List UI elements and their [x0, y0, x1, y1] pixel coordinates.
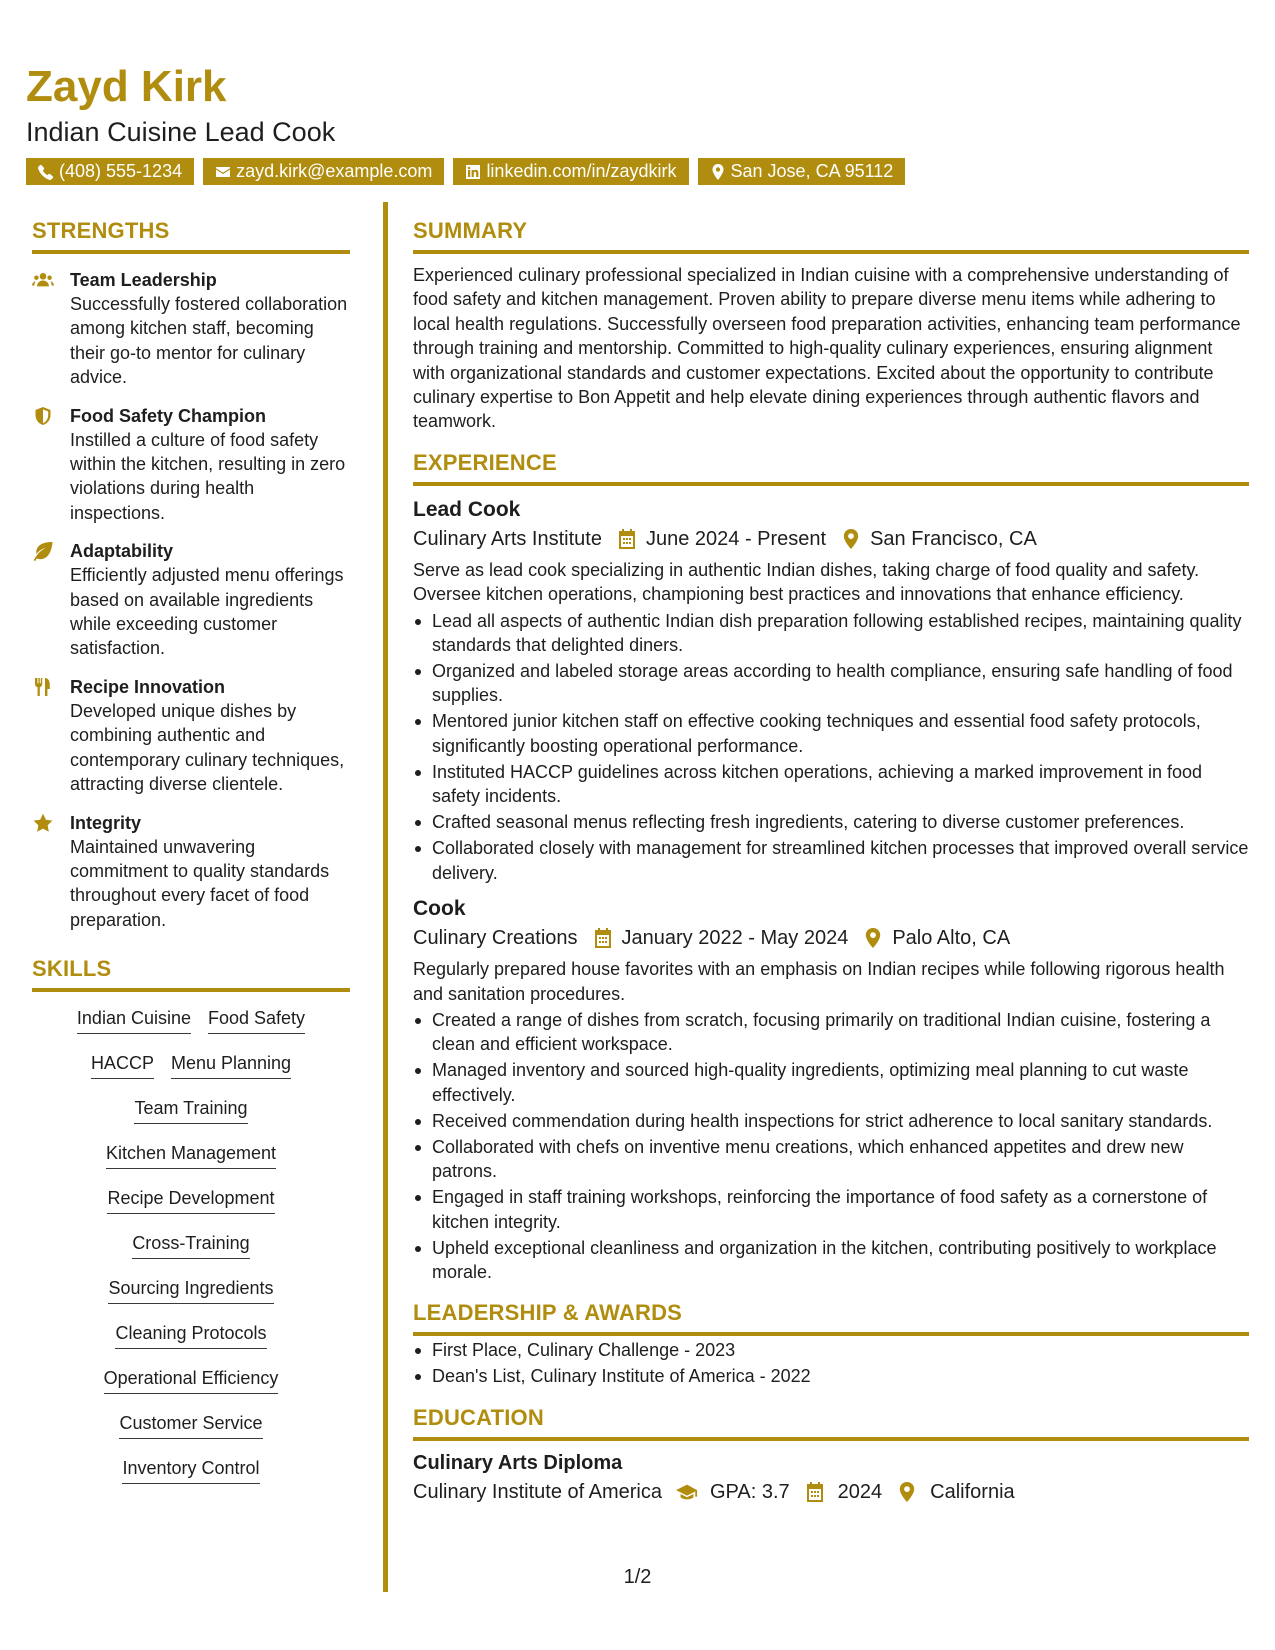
map-pin-icon	[842, 529, 860, 549]
strength-title: Food Safety Champion	[70, 405, 267, 426]
job-title: Cook	[413, 897, 466, 921]
phone-icon	[38, 164, 54, 180]
skill-tag: Food Safety	[208, 1004, 305, 1034]
contact-linkedin-text: linkedin.com/in/zaydkirk	[486, 161, 677, 181]
contact-location-text: San Jose, CA 95112	[730, 161, 894, 181]
awards-list	[413, 1338, 1249, 1388]
calendar-icon	[594, 928, 612, 948]
page-indicator: 1/2	[623, 1566, 652, 1588]
list-item: Collaborated closely with management for streamlined kitchen processes that improved overall service delivery.	[413, 836, 1249, 885]
left-column	[32, 218, 350, 1499]
star-icon	[32, 813, 54, 833]
contact-phone-text: (408) 555-1234	[59, 161, 183, 181]
location-pin-icon	[710, 164, 726, 180]
contact-linkedin[interactable]	[453, 158, 688, 185]
strength-item	[32, 404, 350, 526]
education-school: Culinary Institute of America	[413, 1480, 662, 1503]
resume-header	[26, 62, 1249, 185]
list-item: Crafted seasonal menus reflecting fresh ingredients, catering to diverse customer preferences.	[413, 810, 1249, 834]
linkedin-icon	[465, 164, 481, 180]
job-dates: January 2022 - May 2024	[621, 927, 849, 950]
contact-email[interactable]	[203, 158, 444, 185]
leaf-icon	[32, 541, 54, 561]
list-item: Upheld exceptional cleanliness and organization in the kitchen, contributing positively to workplace morale.	[413, 1236, 1249, 1285]
job-meta	[413, 524, 1249, 554]
job-title: Lead Cook	[413, 497, 521, 521]
contact-bar	[26, 158, 1249, 185]
map-pin-icon	[864, 928, 882, 948]
skill-tag: Indian Cuisine	[77, 1004, 191, 1034]
skill-tag: Cleaning Protocols	[115, 1319, 266, 1349]
candidate-name: Zayd Kirk	[26, 62, 227, 111]
job-bullets	[413, 609, 1249, 885]
job-meta	[413, 923, 1249, 953]
right-column	[413, 218, 1249, 1507]
skills-list	[32, 1004, 350, 1499]
skill-tag: Menu Planning	[171, 1049, 291, 1079]
strength-desc: Developed unique dishes by combining authentic and contemporary culinary techniques, attracting diverse clientele.	[70, 700, 345, 795]
envelope-icon	[215, 164, 231, 180]
strength-title: Recipe Innovation	[70, 676, 226, 697]
strength-title: Integrity	[70, 812, 142, 833]
skill-tag: Operational Efficiency	[104, 1364, 279, 1394]
utensils-icon	[32, 677, 54, 697]
experience-heading: EXPERIENCE	[413, 450, 1249, 486]
graduation-cap-icon	[676, 1482, 698, 1502]
strength-item	[32, 675, 350, 797]
education-heading: EDUCATION	[413, 1405, 1249, 1441]
list-item: Received commendation during health inspections for strict adherence to local sanitary standards.	[413, 1109, 1249, 1133]
skill-tag: Team Training	[134, 1094, 247, 1124]
list-item: Created a range of dishes from scratch, focusing primarily on traditional Indian cuisine, fostering a clean and efficient workspace.	[413, 1008, 1249, 1057]
contact-email-text: zayd.kirk@example.com	[236, 161, 433, 181]
strength-item	[32, 811, 350, 933]
list-item: Lead all aspects of authentic Indian dish preparation following established recipes, maintaining quality standards that delighted diners.	[413, 609, 1249, 658]
skills-heading: SKILLS	[32, 956, 350, 992]
job-bullets	[413, 1008, 1249, 1284]
education-meta	[413, 1477, 1249, 1507]
job-dates: June 2024 - Present	[645, 527, 827, 550]
shield-icon	[32, 406, 54, 426]
strength-item	[32, 268, 350, 390]
job-entry	[413, 496, 1249, 885]
skill-tag: Inventory Control	[122, 1454, 259, 1484]
contact-phone[interactable]	[26, 158, 194, 185]
list-item: First Place, Culinary Challenge - 2023	[413, 1338, 1249, 1362]
list-item: Dean's List, Culinary Institute of America - 2022	[413, 1364, 1249, 1388]
education-year: 2024	[837, 1480, 883, 1503]
list-item: Mentored junior kitchen staff on effective cooking techniques and essential food safety protocols, significantly boosting operational performance.	[413, 709, 1249, 758]
skill-tag: HACCP	[91, 1049, 154, 1079]
calendar-icon	[618, 529, 636, 549]
awards-heading: LEADERSHIP & AWARDS	[413, 1300, 1249, 1336]
list-item: Organized and labeled storage areas according to health compliance, ensuring safe handling of food supplies.	[413, 659, 1249, 708]
job-location: Palo Alto, CA	[892, 927, 1011, 950]
skill-tag: Kitchen Management	[106, 1139, 276, 1169]
strength-title: Adaptability	[70, 541, 174, 562]
column-divider	[383, 202, 388, 1592]
summary-text: Experienced culinary professional specialized in Indian cuisine with a comprehensive understanding of food safety and kitchen management. Proven ability to prepare diverse menu items while adhering to local health regulations. Successfully overseen food preparation activities, enhancing team performance through training and mentorship. Committed to high-quality culinary experiences, ensuring alignment with organizational standards and customer expectations. Excited about the opportunity to contribute culinary expertise to Bon Appetit and help elevate dining experiences through authentic flavors and teamwork.	[413, 265, 1241, 432]
education-degree: Culinary Arts Diploma	[413, 1451, 623, 1474]
strength-desc: Instilled a culture of food safety within the kitchen, resulting in zero violations during health inspections.	[70, 429, 346, 523]
strength-desc: Maintained unwavering commitment to quality standards throughout every facet of food preparation.	[70, 836, 330, 930]
list-item: Managed inventory and sourced high-quality ingredients, optimizing meal planning to cut waste effectively.	[413, 1058, 1249, 1107]
strength-title: Team Leadership	[70, 270, 217, 290]
skill-tag: Sourcing Ingredients	[108, 1274, 273, 1304]
list-item: Instituted HACCP guidelines across kitchen operations, achieving a marked improvement in food safety incidents.	[413, 760, 1249, 809]
education-location: California	[930, 1480, 1015, 1503]
candidate-role: Indian Cuisine Lead Cook	[26, 117, 336, 147]
education-gpa: GPA: 3.7	[710, 1480, 790, 1503]
job-company: Culinary Arts Institute	[413, 527, 602, 550]
job-company: Culinary Creations	[413, 927, 578, 950]
job-location: San Francisco, CA	[870, 527, 1037, 550]
strength-item	[32, 539, 350, 661]
calendar-icon	[804, 1482, 826, 1502]
job-entry	[413, 895, 1249, 1284]
users-icon	[32, 270, 54, 290]
skill-tag: Recipe Development	[107, 1184, 274, 1214]
summary-heading: SUMMARY	[413, 218, 1249, 254]
list-item: Engaged in staff training workshops, reinforcing the importance of food safety as a cornerstone of kitchen integrity.	[413, 1185, 1249, 1234]
list-item: Collaborated with chefs on inventive menu creations, which enhanced appetites and drew new patrons.	[413, 1135, 1249, 1184]
strength-desc: Successfully fostered collaboration among kitchen staff, becoming their go-to mentor for culinary advice.	[70, 294, 348, 388]
job-description: Regularly prepared house favorites with an emphasis on Indian recipes while following rigorous health and sanitation procedures.	[413, 959, 1225, 1004]
skill-tag: Customer Service	[119, 1409, 262, 1439]
skill-tag: Cross-Training	[132, 1229, 249, 1259]
contact-location	[698, 158, 906, 185]
strengths-heading: STRENGTHS	[32, 218, 350, 254]
map-pin-icon	[896, 1482, 918, 1502]
strength-desc: Efficiently adjusted menu offerings based on available ingredients while exceeding customer satisfaction.	[70, 565, 344, 659]
job-description: Serve as lead cook specializing in authentic Indian dishes, taking charge of food quality and safety. Oversee kitchen operations, championing best practices and innovations that enhance efficiency.	[413, 559, 1200, 605]
